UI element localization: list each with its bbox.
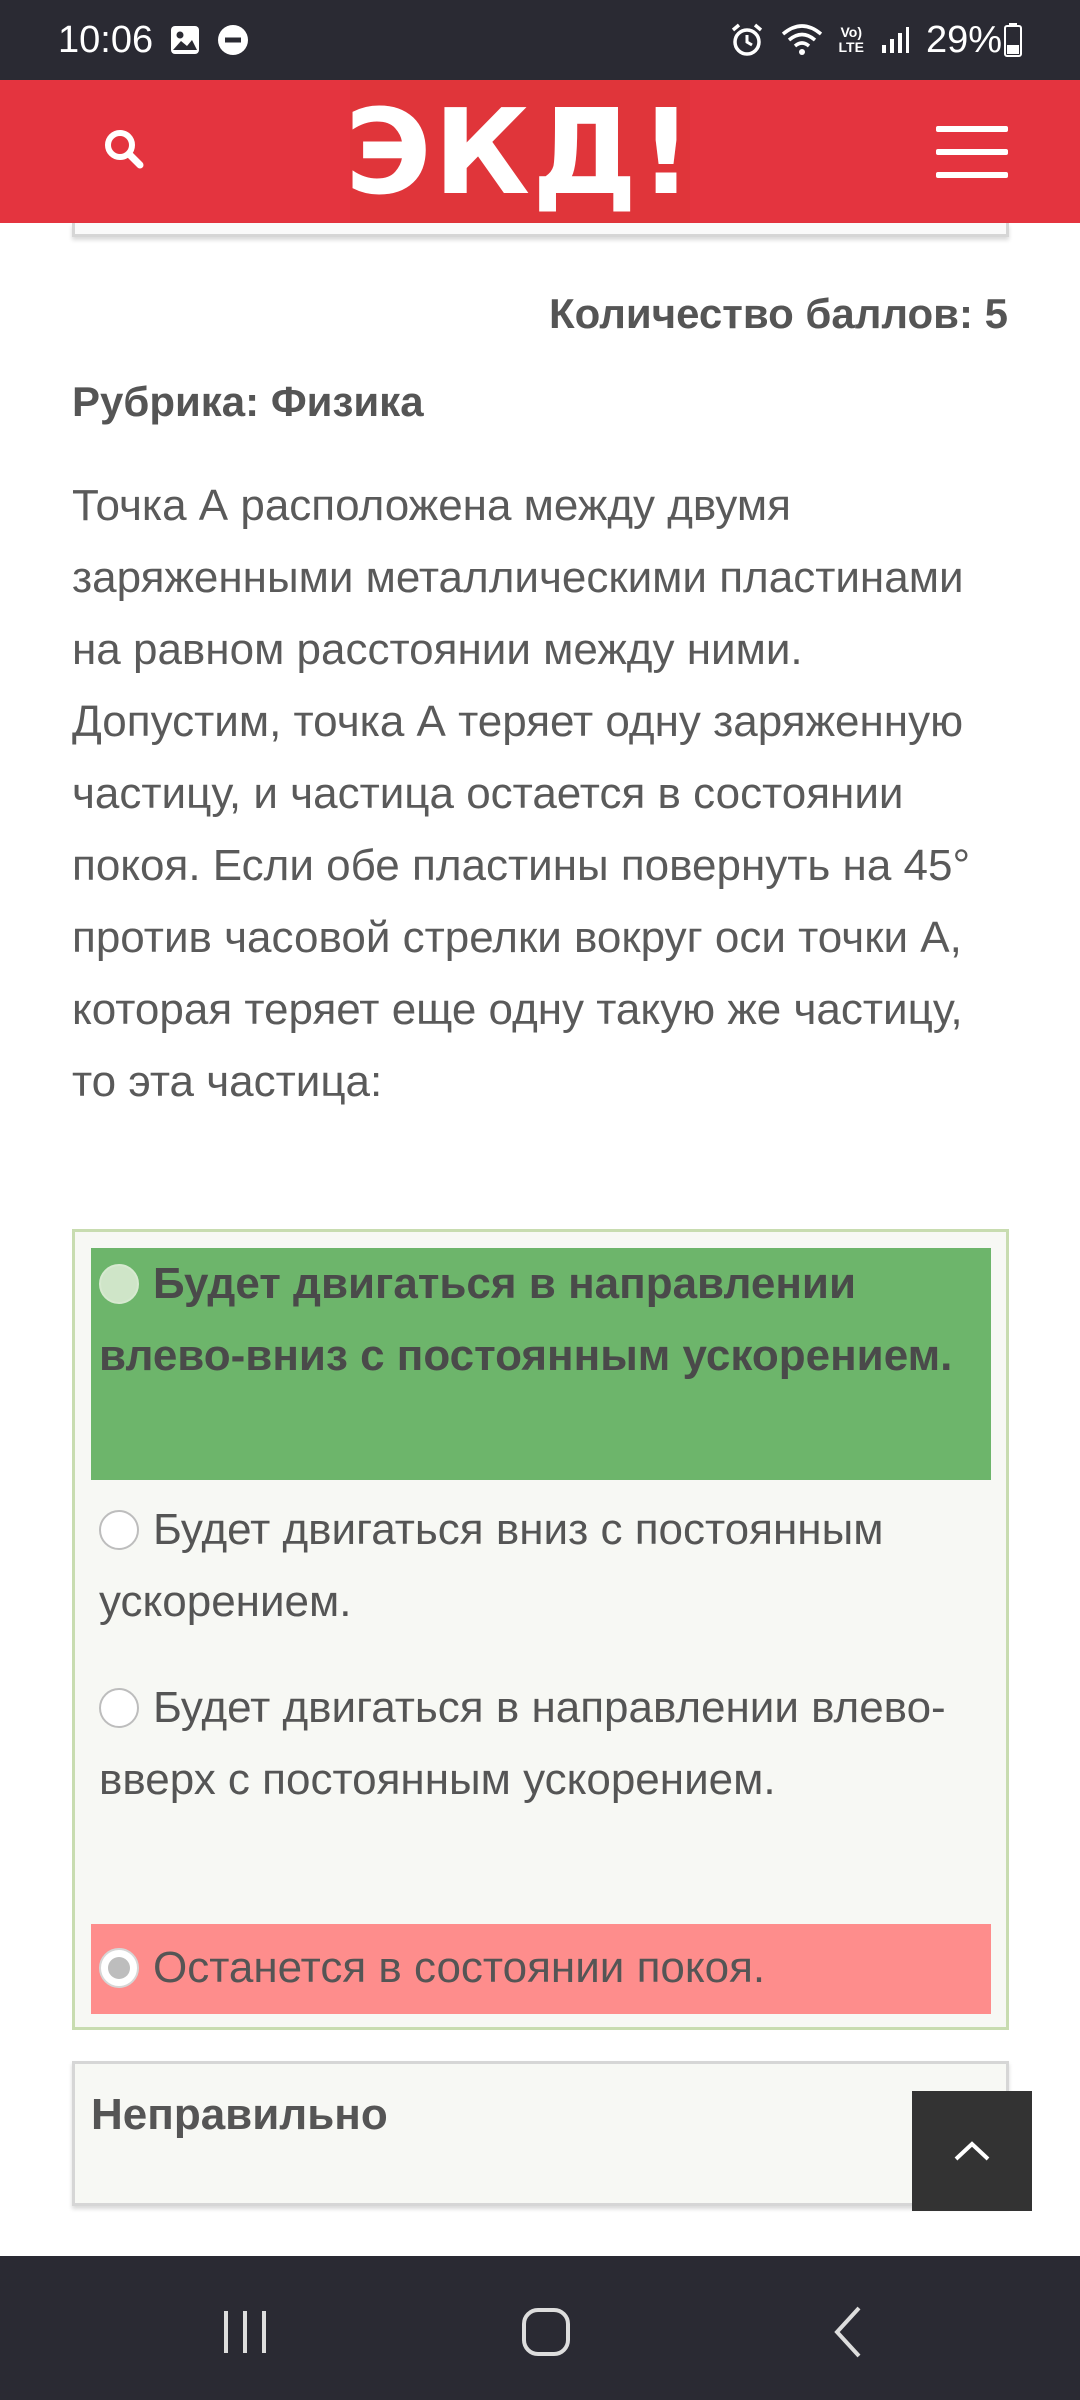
alarm-icon [729,22,765,58]
question-text: Точка А расположена между двумя заряженными металлическими пластинами на равном расстоянии между ними. Допустим, точка А теряет одну заряженную частицу, и частица остается в состоянии покоя. Если обе пластины повернуть на 45° против часовой стрелки вокруг оси точки А, которая теряет еще одну такую же частицу, то эта частица: [72,481,971,1106]
menu-button[interactable] [936,126,1008,178]
signal-icon [880,25,910,55]
system-nav-bar [0,2256,1080,2400]
recents-icon [210,2296,280,2366]
status-time: 10:06 [58,18,154,61]
status-bar [0,0,1080,80]
image-icon [169,24,201,56]
answers-box [72,1229,1009,2030]
feedback-box [72,2061,1009,2206]
battery-percent: 29% [925,18,1002,61]
previous-card [72,223,1009,237]
answer-option-3[interactable] [91,1672,991,1892]
answer-text: Будет двигаться в направлении влево-вниз с постоянным ускорением. [99,1259,953,1380]
answer-text: Останется в состоянии покоя. [153,1943,766,1992]
points-label: Количество баллов: 5 [548,290,1008,337]
radio-button[interactable] [99,1688,139,1728]
chevron-up-icon [952,2139,992,2163]
site-header [0,80,1080,223]
answer-text: Будет двигаться в направлении влево-вверх с постоянным ускорением. [99,1683,946,1804]
site-logo[interactable]: ЭКД! [350,80,690,223]
radio-button[interactable] [99,1948,139,1988]
recents-button[interactable] [210,2296,280,2366]
scroll-to-top-button[interactable] [912,2091,1032,2211]
dnd-icon [217,24,249,56]
answer-option-1[interactable] [91,1248,991,1480]
radio-button[interactable] [99,1264,139,1304]
feedback-text: Неправильно [91,2090,388,2139]
hamburger-icon [936,126,1008,132]
rubric-label: Рубрика: Физика [72,378,424,425]
battery-icon [1004,23,1022,57]
wifi-icon [781,23,823,57]
home-icon [510,2296,580,2366]
search-button[interactable] [100,125,150,175]
answer-text: Будет двигаться вниз с постоянным ускорением. [99,1505,884,1626]
back-icon [815,2296,885,2366]
search-icon [100,125,150,175]
back-button[interactable] [815,2296,885,2366]
radio-button[interactable] [99,1510,139,1550]
answer-option-4[interactable] [91,1924,991,2014]
home-button[interactable] [510,2296,580,2366]
answer-option-2[interactable] [91,1494,991,1644]
volte-icon: Vo) LTE [838,24,864,55]
